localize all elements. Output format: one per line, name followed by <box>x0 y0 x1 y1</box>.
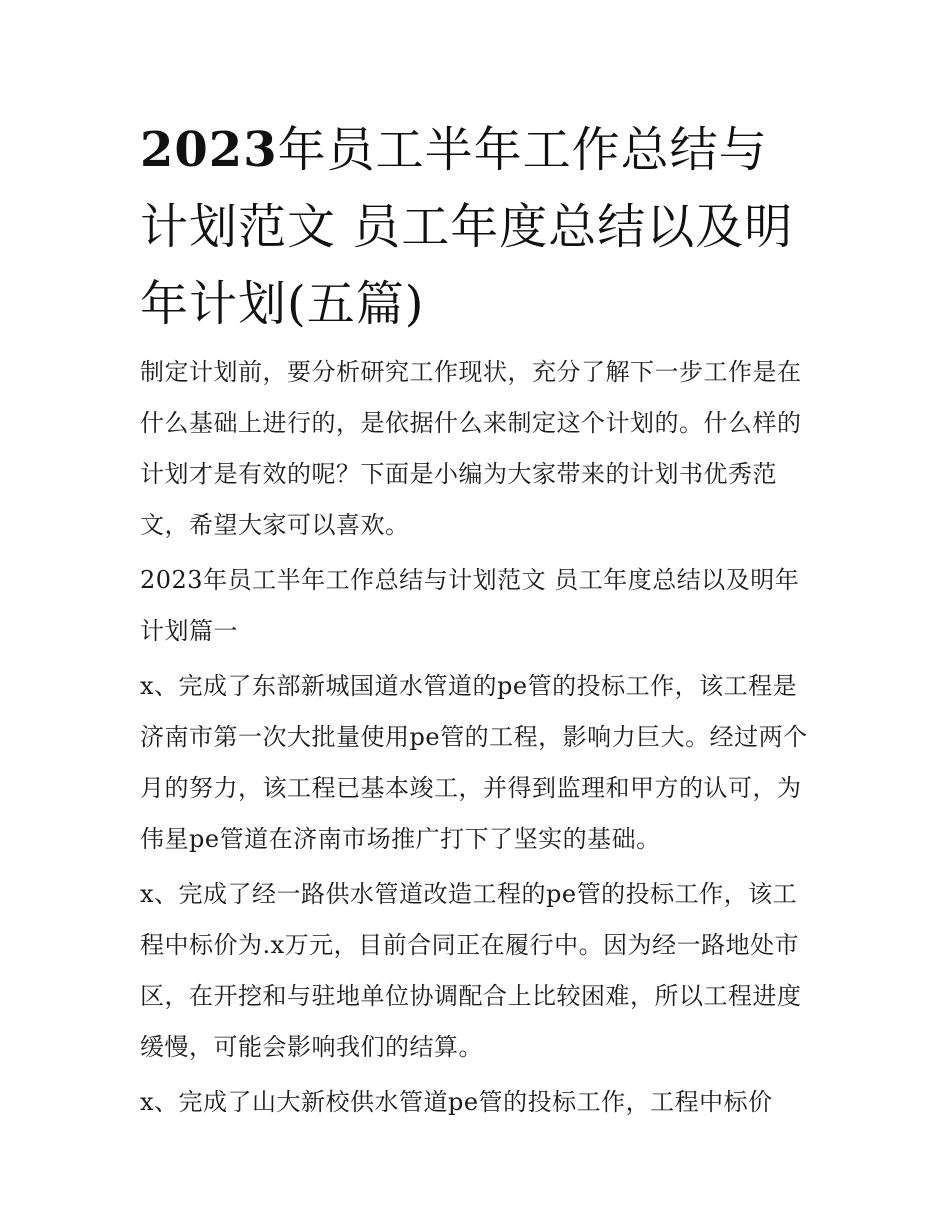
body-paragraph-3: x、完成了山大新校供水管道pe管的投标工作，工程中标价 <box>140 1088 773 1116</box>
section-heading: 2023年员工半年工作总结与计划范文 员工年度总结以及明年计划篇一 <box>140 566 800 645</box>
document-content <box>140 112 812 1128</box>
title-text: 年员工半年工作总结与计划范文 员工年度总结以及明年计划(五篇) <box>140 122 794 332</box>
body-paragraph-2: x、完成了经一路供水管道改造工程的pe管的投标工作，该工程中标价为.x万元，目前合同正在履行中。因为经一路地处市区，在开挖和与驻地单位协调配合上比较困难，所以工程进度缓慢，可能会影响我们的结算。 <box>140 880 802 1061</box>
document-title <box>140 112 812 343</box>
title-year: 2023 <box>140 122 278 178</box>
body-paragraph-1: x、完成了东部新城国道水管道的pe管的投标工作，该工程是济南市第一次大批量使用pe管的工程，影响力巨大。经过两个月的努力，该工程已基本竣工，并得到监理和甲方的认可，为伟星pe管道在济南市场推广打下了坚实的基础。 <box>140 672 808 853</box>
intro-paragraph: 制定计划前，要分析研究工作现状，充分了解下一步工作是在什么基础上进行的，是依据什么来制定这个计划的。什么样的计划才是有效的呢？下面是小编为大家带来的计划书优秀范文，希望大家可以喜欢。 <box>140 358 802 539</box>
